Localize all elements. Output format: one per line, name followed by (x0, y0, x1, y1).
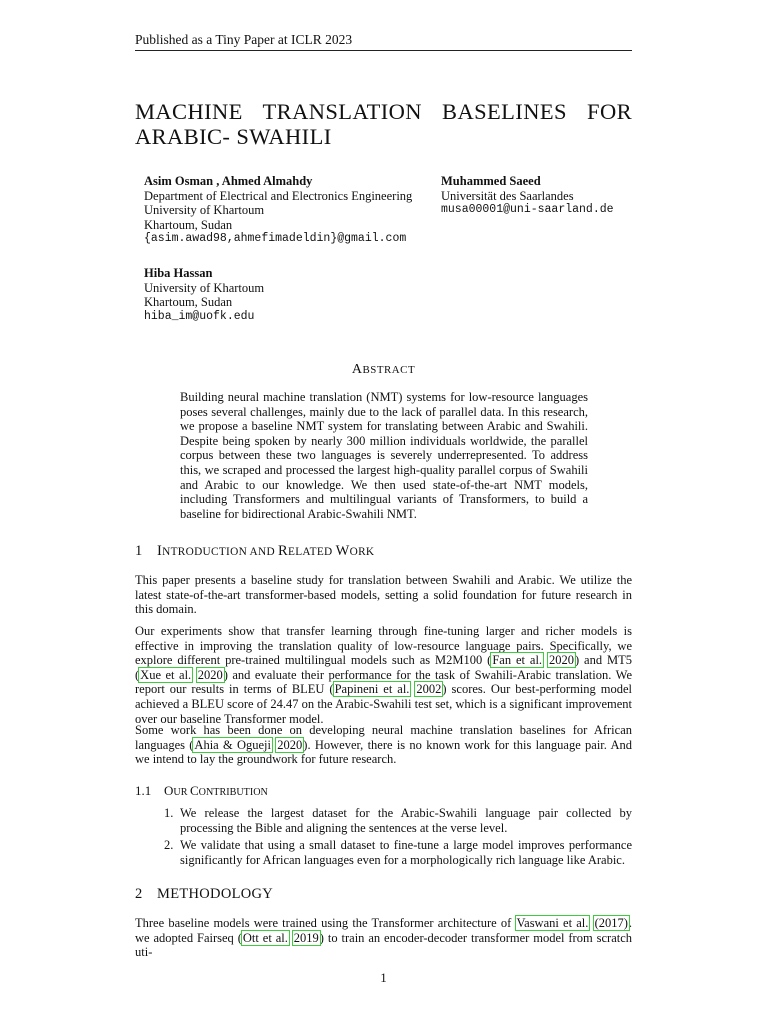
section-heading-introduction: 1 INTRODUCTION AND RELATED WORK (135, 543, 375, 559)
author-affiliation-line: University of Khartoum (144, 280, 265, 295)
citation-link[interactable]: Vaswani et al. (516, 916, 589, 930)
citation-link[interactable]: Ott et al. (242, 930, 288, 945)
author-names: Muhammed Saeed (441, 174, 541, 188)
list-item: 1. We release the largest dataset for the Arabic-Swahili language pair collected by processing the Bible and aligning the sentences at the verse level. (164, 806, 632, 835)
methodology-paragraph-1: Three baseline models were trained using the Transformer architecture of Vaswani et al. (2017). we adopted Fairseq (Ott et al. 2019) to train an encoder-decoder transformer model from scratch uti- (135, 916, 633, 960)
author-block-1 (144, 174, 444, 247)
section-heading-methodology: 2 METHODOLOGY (135, 886, 274, 902)
intro-paragraph-2: Our experiments show that transfer learning through fine-tuning larger and richer models is effective in improving the translation quality of low-resource language pairs. Specifically, we explore different pre-trained multilingual models such as M2M100 (Fan et al. 2020) and MT5 (Xue et al. 2020) and evaluate their performance for the task of Swahili-Arabic translation. We report our results in terms of BLEU (Papineni et al. 2002) scores. Our best-performing model achieved a BLEU score of 24.47 on the Arabic-Swahili test set, which is a significant improvement over our baseline Transformer model. (135, 624, 632, 726)
paper-title: MACHINE TRANSLATION BASELINES FOR ARABIC- SWAHILI (135, 99, 632, 149)
citation-link[interactable]: 2020 (548, 653, 574, 668)
citation-link[interactable]: Ahia & Ogueji (194, 737, 272, 752)
citation-link[interactable]: Papineni et al. (334, 682, 410, 697)
author-affiliation-line: University of Khartoum (144, 203, 265, 218)
author-affiliation-line: Department of Electrical and Electronics Engineering (144, 188, 413, 203)
contribution-list (164, 806, 632, 870)
author-names: Asim Osman , Ahmed Almahdy (144, 174, 313, 188)
running-header: Published as a Tiny Paper at ICLR 2023 (135, 32, 632, 51)
citation-link[interactable]: (2017) (594, 916, 628, 930)
author-affiliation-line: Khartoum, Sudan (144, 295, 233, 310)
citation-link[interactable]: 2019 (293, 930, 319, 945)
citation-link[interactable]: Fan et al. (492, 653, 543, 668)
author-email[interactable]: hiba_im@uofk.edu (144, 309, 255, 323)
citation-link[interactable]: 2002 (416, 682, 442, 697)
paper-page (135, 0, 632, 1024)
abstract-heading: ABSTRACT (351, 362, 416, 377)
author-block-2 (441, 174, 641, 218)
author-affiliation-line: Universität des Saarlandes (441, 188, 574, 203)
author-email[interactable]: {asim.awad98,ahmefimadeldin}@gmail.com (144, 232, 407, 246)
author-names: Hiba Hassan (144, 266, 213, 280)
author-block-3 (144, 266, 444, 324)
abstract-text: Building neural machine translation (NMT) systems for low-resource languages poses several challenges, mainly due to the lack of parallel data. In this research, we propose a baseline NMT system for translating between Arabic and Swahili. Despite being spoken by nearly 300 million individuals worldwide, the parallel corpus between these two languages is severely underrepresented. To address this, we scraped and processed the largest high-quality parallel corpus of Swahili and Arabic to our knowledge. We then used state-of-the-art NMT models, including Transformers and multilingual variants of Transformers, to build a baseline for bidirectional Arabic-Swahili NMT. (180, 390, 588, 521)
citation-link[interactable]: 2020 (277, 737, 303, 752)
page-number: 1 (380, 970, 387, 985)
list-item: 2. We validate that using a small dataset to fine-tune a large model improves performance significantly for African languages even for a morphologically rich language like Arabic. (164, 838, 632, 867)
author-affiliation-line: Khartoum, Sudan (144, 217, 233, 232)
subsection-heading-contribution: 1.1 OUR CONTRIBUTION (135, 783, 268, 798)
citation-link[interactable]: 2020 (197, 667, 223, 682)
citation-link[interactable]: Xue et al. (140, 667, 192, 682)
intro-paragraph-1: This paper presents a baseline study for translation between Swahili and Arabic. We utilize the latest state-of-the-art transformer-based models, setting a solid foundation for future research in this domain. (135, 573, 632, 617)
intro-paragraph-3: Some work has been done on developing neural machine translation baselines for African languages (Ahia & Ogueji 2020). However, there is no known work for this language pair. And we intend to lay the groundwork for future research. (135, 723, 632, 767)
author-email[interactable]: musa00001@uni-saarland.de (441, 203, 614, 217)
